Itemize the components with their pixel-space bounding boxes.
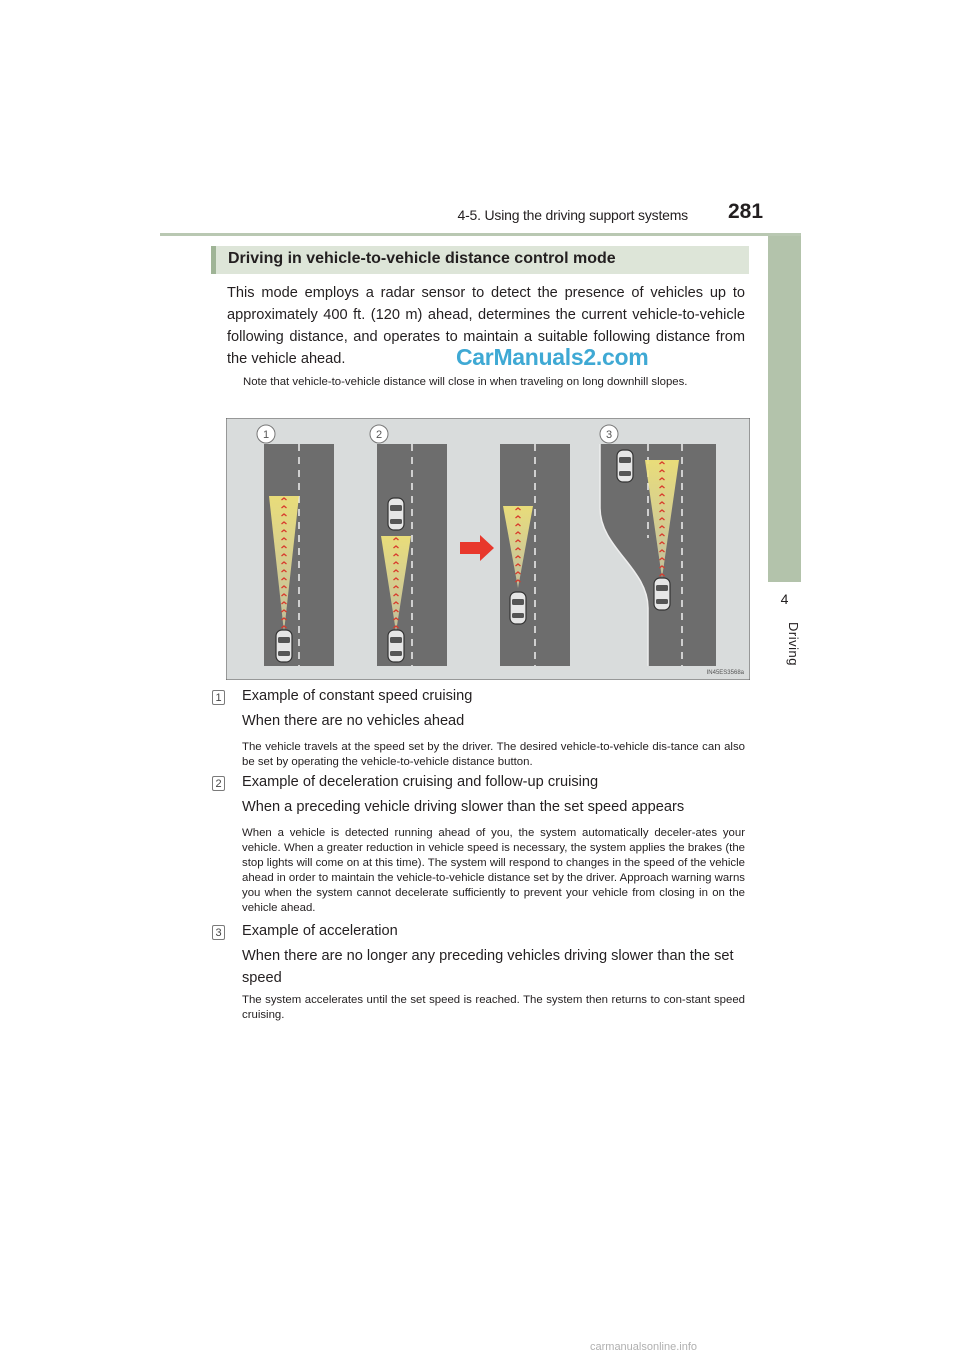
example-3-body: The system accelerates until the set speed is reached. The system then returns to con-stant speed cruising. — [242, 994, 745, 1021]
figure-badge-1 — [257, 425, 275, 443]
example-1-body: The vehicle travels at the speed set by the driver. The desired vehicle-to-vehicle dis-tance can also be set by operating the vehicle-to-vehicle distance button. — [242, 741, 745, 768]
watermark-text: CarManuals2.com — [456, 344, 649, 370]
example-1-title: Example of constant speed cruising — [242, 688, 473, 704]
example-2-subtitle: When a preceding vehicle driving slower than the set speed appears — [242, 799, 685, 815]
figure-badge-2 — [370, 425, 388, 443]
road-panel-2b — [500, 444, 570, 666]
road-panel-1 — [264, 444, 334, 666]
footer-watermark: carmanualsonline.info — [590, 1341, 698, 1353]
page-number: 281 — [728, 200, 764, 223]
example-2-title: Example of deceleration cruising and follow-up cruising — [242, 774, 599, 790]
road-panel-2 — [377, 444, 447, 666]
example-badge-2: 2 — [212, 776, 225, 791]
example-3-title: Example of acceleration — [242, 923, 398, 939]
intro-paragraph: This mode employs a radar sensor to detect the presence of vehicles up to approximately 400 ft. (120 m) ahead, determines the current vehicle-to-vehicle following distance, and operates to maintain a suitable following distance from the vehicle ahead. — [227, 285, 745, 367]
example-badge-1: 1 — [212, 690, 225, 705]
figure-badge-3 — [600, 425, 618, 443]
chapter-side-tab — [768, 236, 801, 582]
example-1-subtitle: When there are no vehicles ahead — [242, 713, 465, 729]
svg-text:2: 2 — [375, 429, 383, 441]
cruise-control-illustration — [226, 418, 750, 680]
chapter-label: Driving — [786, 622, 801, 666]
chapter-number: 4 — [780, 591, 789, 607]
note-paragraph: Note that vehicle-to-vehicle distance will close in when traveling on long downhill slopes. — [243, 376, 688, 388]
example-2-body: When a vehicle is detected running ahead of you, the system automatically deceler-ates your vehicle. When a greater reduction in vehicle speed is necessary, the system applies the brakes (the stop lights will come on at this time). The system will respond to changes in the speed of the vehicle ahead in order to maintain the vehicle-to-vehicle distance set by the driver. Approach warning warns you when the system cannot decelerate sufficiently to prevent your vehicle from closing in on the vehicle ahead. — [242, 827, 745, 914]
example-badge-3: 3 — [212, 925, 225, 940]
section-title: Driving in vehicle-to-vehicle distance control mode — [228, 250, 616, 267]
svg-text:3: 3 — [605, 429, 613, 441]
header-rule — [160, 233, 801, 236]
section-heading-bar — [211, 246, 749, 274]
running-header-title: 4-5. Using the driving support systems — [457, 207, 688, 223]
example-3-subtitle: When there are no longer any preceding vehicles driving slower than the set speed — [242, 948, 734, 986]
svg-text:1: 1 — [262, 429, 270, 441]
figure-code: IN45ES3568a — [706, 670, 744, 676]
